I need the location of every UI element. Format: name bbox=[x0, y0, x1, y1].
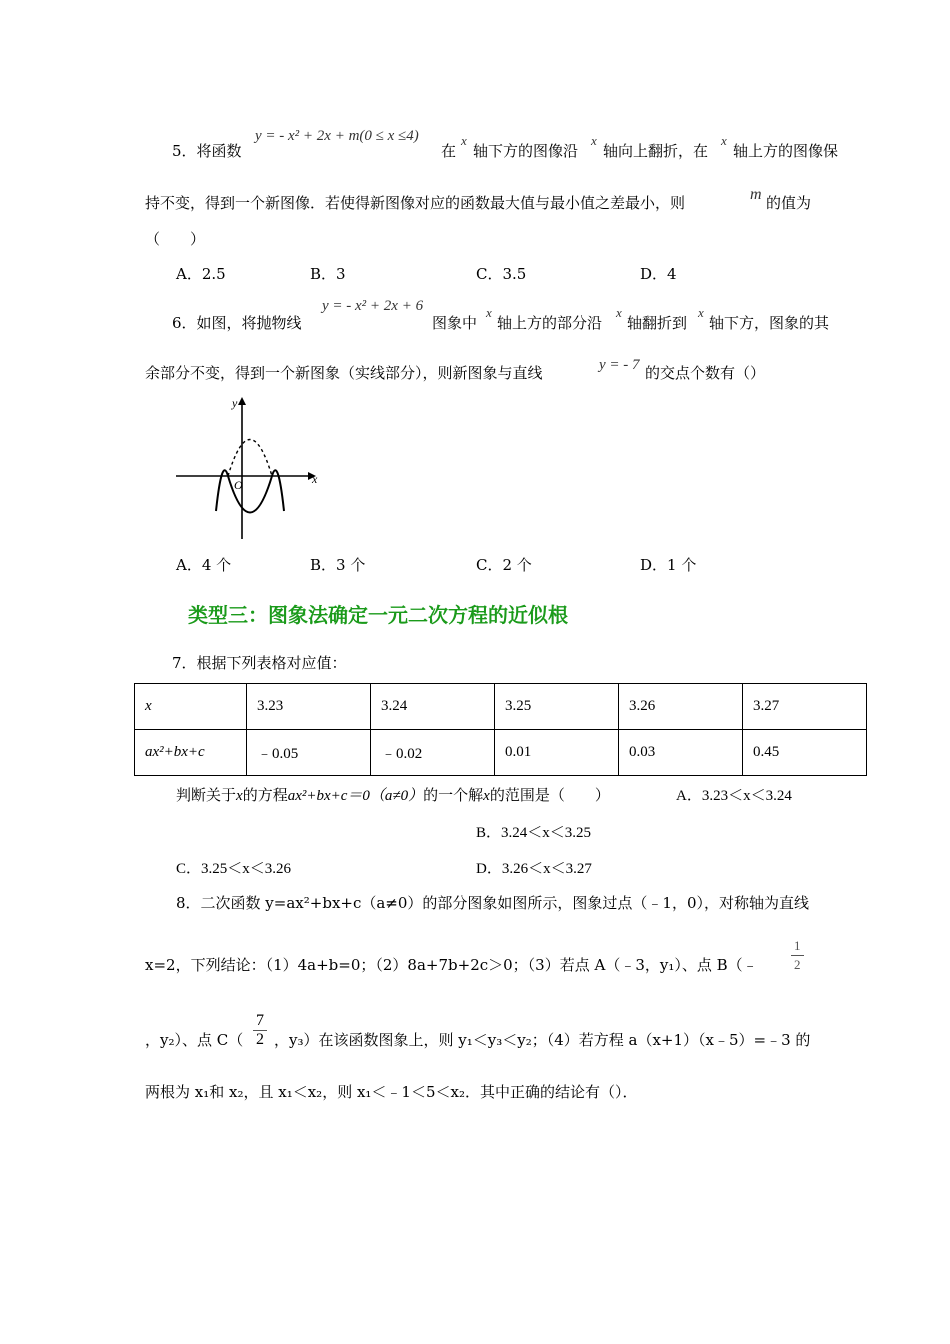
table-row bbox=[135, 730, 867, 776]
table-cell: 3.23 bbox=[247, 684, 371, 730]
q6-line1-d: 轴下方，图象的其 bbox=[709, 314, 830, 332]
q6-option-a[interactable]: A．4 个 bbox=[176, 556, 232, 574]
q5-var-m: m bbox=[750, 186, 762, 203]
q7-question-d: 的范围是（ ） bbox=[489, 786, 610, 804]
q7-var-x: x bbox=[483, 788, 490, 804]
q6-var-x-2: x bbox=[616, 305, 622, 320]
q7-var-x: x bbox=[236, 788, 243, 804]
q5-var-x-2: x bbox=[591, 133, 597, 148]
fraction-denominator: 2 bbox=[794, 957, 801, 972]
q7-value-table bbox=[134, 683, 867, 776]
table-cell: ﹣0.02 bbox=[371, 730, 495, 776]
q7-option-c[interactable]: C．3.25＜x＜3.26 bbox=[176, 861, 292, 877]
q8-fraction-half bbox=[791, 937, 804, 974]
table-cell: ﹣0.05 bbox=[247, 730, 371, 776]
q8-line4: 两根为 x₁和 x₂，且 x₁＜x₂，则 x₁＜﹣1＜5＜x₂．其中正确的结论有（）． bbox=[145, 1083, 638, 1101]
fraction-denominator: 2 bbox=[256, 1031, 264, 1048]
table-cell: 3.24 bbox=[371, 684, 495, 730]
table-cell: 3.26 bbox=[619, 684, 743, 730]
q6-var-x-1: x bbox=[486, 305, 492, 320]
q6-var-x-3: x bbox=[698, 305, 704, 320]
q7-option-a[interactable]: A．3.23＜x＜3.24 bbox=[676, 788, 792, 804]
q7-question bbox=[176, 784, 610, 805]
q5-line1-b: 轴下方的图像沿 bbox=[473, 142, 579, 160]
origin-label: O bbox=[234, 478, 243, 492]
section-title: 类型三：图象法确定一元二次方程的近似根 bbox=[188, 603, 568, 627]
q7-question-a: 判断关于 bbox=[176, 786, 237, 804]
q5-line1 bbox=[172, 140, 242, 161]
q7-intro: 7．根据下列表格对应值： bbox=[172, 654, 347, 672]
q8-line3-a: ，y₂）、点 C（ bbox=[145, 1031, 244, 1049]
q7-option-d[interactable]: D．3.26＜x＜3.27 bbox=[476, 861, 592, 877]
q6-option-d[interactable]: D．1 个 bbox=[640, 556, 697, 574]
q5-option-d[interactable]: D．4 bbox=[640, 265, 677, 283]
table-cell: ax²+bx+c bbox=[135, 730, 247, 776]
q5-option-c[interactable]: C．3.5 bbox=[476, 265, 527, 283]
q7-equation: ax²+bx+c＝0（a≠0） bbox=[287, 788, 424, 804]
q6-option-b[interactable]: B．3 个 bbox=[310, 556, 366, 574]
q6-line1-a: 图象中 bbox=[432, 314, 478, 332]
y-axis-arrow-icon bbox=[238, 397, 246, 405]
q6-line-formula: y = - 7 bbox=[599, 357, 640, 373]
q6-line1-c: 轴翻折到 bbox=[627, 314, 688, 332]
q5-paren: （ ） bbox=[145, 230, 206, 248]
q5-formula: y = - x² + 2x + m(0 ≤ x ≤4) bbox=[255, 128, 419, 144]
table-cell: 0.03 bbox=[619, 730, 743, 776]
q5-line2-end: 的值为 bbox=[766, 194, 812, 212]
q8-fraction-seven-halves bbox=[253, 1012, 267, 1049]
q6-line1-b: 轴上方的部分沿 bbox=[497, 314, 603, 332]
q5-var-x-3: x bbox=[721, 133, 727, 148]
table-cell: x bbox=[135, 684, 247, 730]
table-cell: 3.27 bbox=[743, 684, 867, 730]
fraction-numerator: 1 bbox=[791, 937, 804, 956]
q8-line1: 8．二次函数 y=ax²+bx+c（a≠0）的部分图象如图所示，图象过点（﹣1，0），对称轴为直线 bbox=[176, 894, 810, 912]
q6-option-c[interactable]: C．2 个 bbox=[476, 556, 532, 574]
q6-prefix: 6．如图，将抛物线 bbox=[172, 314, 302, 332]
q5-option-a[interactable]: A．2.5 bbox=[176, 265, 226, 283]
dashed-parabola-part bbox=[228, 440, 272, 477]
q5-line1-d: 轴上方的图像保 bbox=[733, 142, 839, 160]
q5-prefix: 5．将函数 bbox=[172, 142, 242, 160]
y-label: y bbox=[232, 396, 238, 410]
fraction-numerator: 7 bbox=[253, 1012, 267, 1031]
q7-question-c: 的一个解 bbox=[423, 786, 484, 804]
q6-formula: y = - x² + 2x + 6 bbox=[322, 298, 424, 314]
q8-line2: x=2，下列结论：（1）4a+b=0；（2）8a+7b+2c＞0；（3）若点 A（﹣3，y₁）、点 B（﹣ bbox=[145, 956, 758, 974]
q5-option-b[interactable]: B．3 bbox=[310, 265, 346, 283]
table-cell: 0.01 bbox=[495, 730, 619, 776]
table-row bbox=[135, 684, 867, 730]
q6-graph bbox=[170, 393, 330, 541]
table-cell: 3.25 bbox=[495, 684, 619, 730]
q7-option-b[interactable]: B．3.24＜x＜3.25 bbox=[476, 825, 592, 841]
q6-line2: 余部分不变，得到一个新图象（实线部分），则新图象与直线 bbox=[145, 364, 543, 382]
q8-line3-b: ，y₃）在该函数图象上，则 y₁＜y₃＜y₂；（4）若方程 a（x+1）（x﹣5）=﹣3 的 bbox=[274, 1031, 811, 1049]
q5-var-x-1: x bbox=[461, 133, 467, 148]
q5-line1-a: 在 bbox=[441, 142, 457, 160]
q5-line1-c: 轴向上翻折，在 bbox=[603, 142, 709, 160]
x-label: x bbox=[312, 472, 318, 486]
q5-line2: 持不变，得到一个新图像．若使得新图像对应的函数最大值与最小值之差最小，则 bbox=[145, 194, 686, 212]
q6-line2-end: 的交点个数有（） bbox=[645, 364, 766, 382]
table-cell: 0.45 bbox=[743, 730, 867, 776]
q7-question-b: 的方程 bbox=[242, 786, 288, 804]
